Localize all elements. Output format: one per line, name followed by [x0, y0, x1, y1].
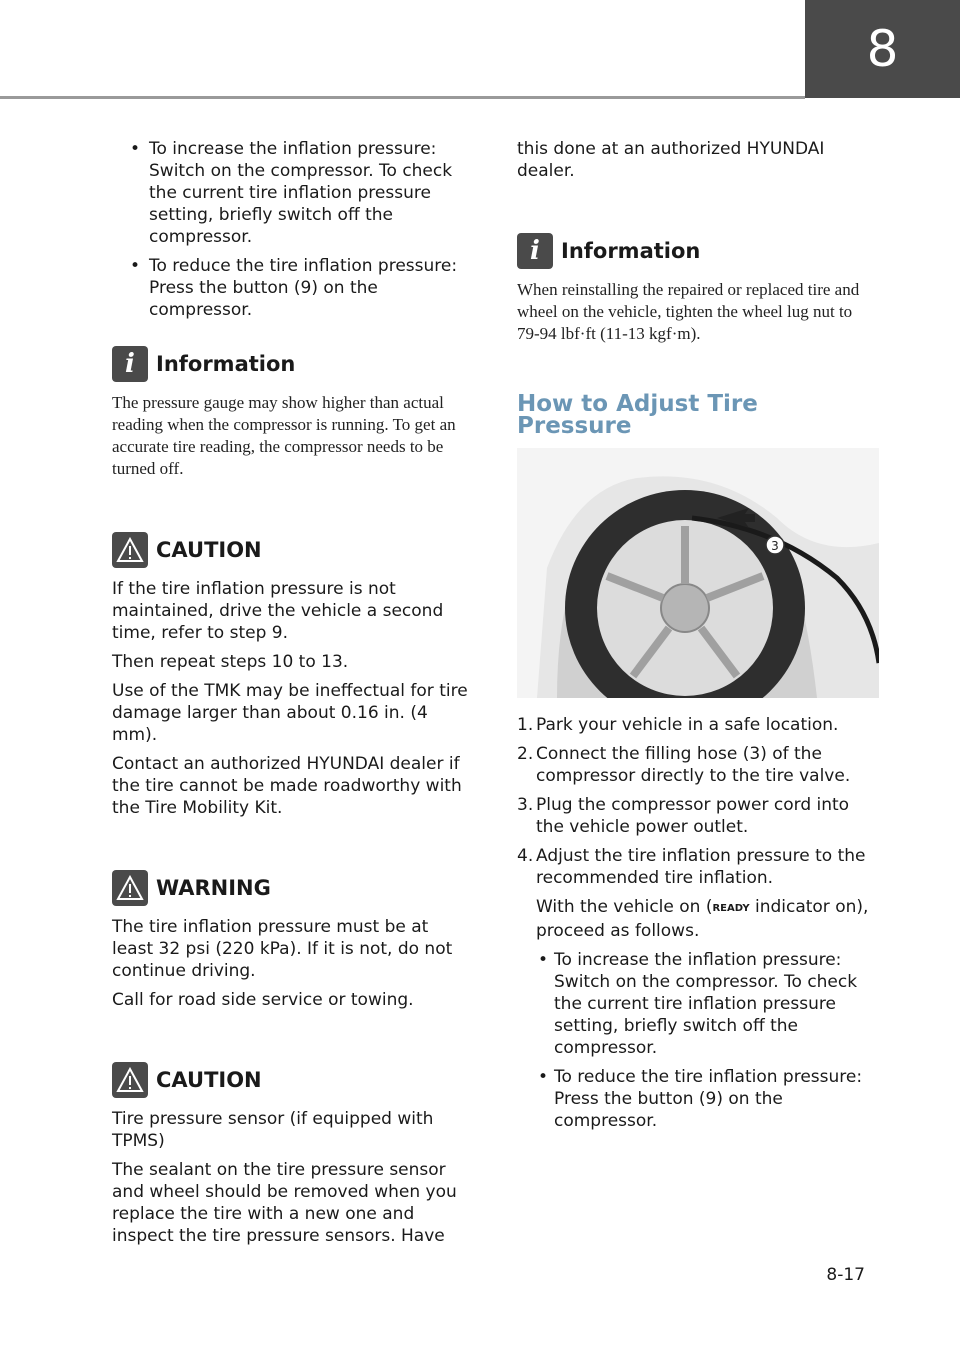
caution-paragraph: If the tire inflation pressure is not maintained, drive the vehicle a second time, refer to step 9. [112, 579, 444, 643]
step-number: 1. [517, 715, 534, 735]
step-item [517, 714, 877, 736]
step-number: 2. [517, 744, 534, 764]
step-item [517, 794, 877, 838]
step-item [517, 743, 877, 787]
caution-heading [112, 1062, 472, 1098]
warning-heading [112, 870, 472, 906]
inflation-bullets [112, 138, 472, 321]
bullet-reduce: • To reduce the tire inflation pressure: Press the button (9) on the compressor. [112, 255, 472, 321]
info-icon: i [112, 346, 148, 382]
caution-paragraph: Use of the TMK may be ineffectual for tire damage larger than about 0.16 in. (4 mm). [112, 681, 468, 745]
adjust-steps [517, 714, 877, 1132]
step-number: 3. [517, 795, 534, 815]
chapter-number: 8 [866, 20, 899, 78]
warning-paragraph: Call for road side service or towing. [112, 990, 414, 1010]
continuation-text: this done at an authorized HYUNDAI dealer. [517, 139, 825, 181]
information-title: Information [561, 239, 701, 263]
callout-number: 3 [771, 539, 779, 553]
caution-title: CAUTION [156, 538, 262, 562]
bullet-increase: • To increase the inflation pressure: Switch on the compressor. To check the current tire inflation pressure setting, briefly switch off the compressor. [536, 949, 877, 1059]
step-number: 4. [517, 846, 534, 866]
information-title: Information [156, 352, 296, 376]
page-number: 8-17 [826, 1265, 865, 1285]
step-sub-text: With the vehicle on (READY indicator on), proceed as follows. [536, 897, 869, 941]
right-column [517, 138, 877, 1139]
information-heading [112, 346, 472, 382]
step-text: Adjust the tire inflation pressure to the recommended tire inflation. [536, 846, 866, 888]
step-item [517, 845, 877, 1132]
step-text: Park your vehicle in a safe location. [536, 715, 839, 735]
caution-paragraph: Tire pressure sensor (if equipped with TPMS) [112, 1109, 434, 1151]
info-icon: i [517, 233, 553, 269]
information-text: When reinstalling the repaired or replaced tire and wheel on the vehicle, tighten the wheel lug nut to 79-94 lbf·ft (11-13 kgf·m). [517, 280, 860, 343]
information-heading [517, 233, 877, 269]
caution-paragraph: The sealant on the tire pressure sensor and wheel should be removed when you replace the tire with a new one and inspect the tire pressure sensors. Have [112, 1160, 457, 1246]
warning-title: WARNING [156, 876, 271, 900]
header-rule [0, 96, 805, 99]
caution-heading [112, 532, 472, 568]
caution-paragraph: Contact an authorized HYUNDAI dealer if the tire cannot be made roadworthy with the Tire Mobility Kit. [112, 754, 462, 818]
step-text: Connect the filling hose (3) of the compressor directly to the tire valve. [536, 744, 851, 786]
caution-paragraph: Then repeat steps 10 to 13. [112, 652, 349, 672]
tire-illustration [517, 448, 879, 698]
step-text: Plug the compressor power cord into the vehicle power outlet. [536, 795, 850, 837]
warning-triangle-icon [112, 532, 148, 568]
bullet-reduce: • To reduce the tire inflation pressure: Press the button (9) on the compressor. [536, 1066, 877, 1132]
chapter-tab [805, 0, 960, 98]
warning-paragraph: The tire inflation pressure must be at least 32 psi (220 kPa). If it is not, do not continue driving. [112, 917, 453, 981]
bullet-increase: • To increase the inflation pressure: Switch on the compressor. To check the current tire inflation pressure setting, briefly switch off the compressor. [112, 138, 472, 248]
step4-bullets [536, 949, 877, 1132]
warning-triangle-icon [112, 1062, 148, 1098]
information-text: The pressure gauge may show higher than actual reading when the compressor is running. To get an accurate tire reading, the compressor needs to be turned off. [112, 393, 456, 478]
section-title: How to Adjust Tire Pressure [517, 391, 758, 439]
warning-triangle-icon [112, 870, 148, 906]
left-column [112, 138, 472, 1254]
ready-indicator-icon: READY [712, 903, 750, 914]
caution-title: CAUTION [156, 1068, 262, 1092]
